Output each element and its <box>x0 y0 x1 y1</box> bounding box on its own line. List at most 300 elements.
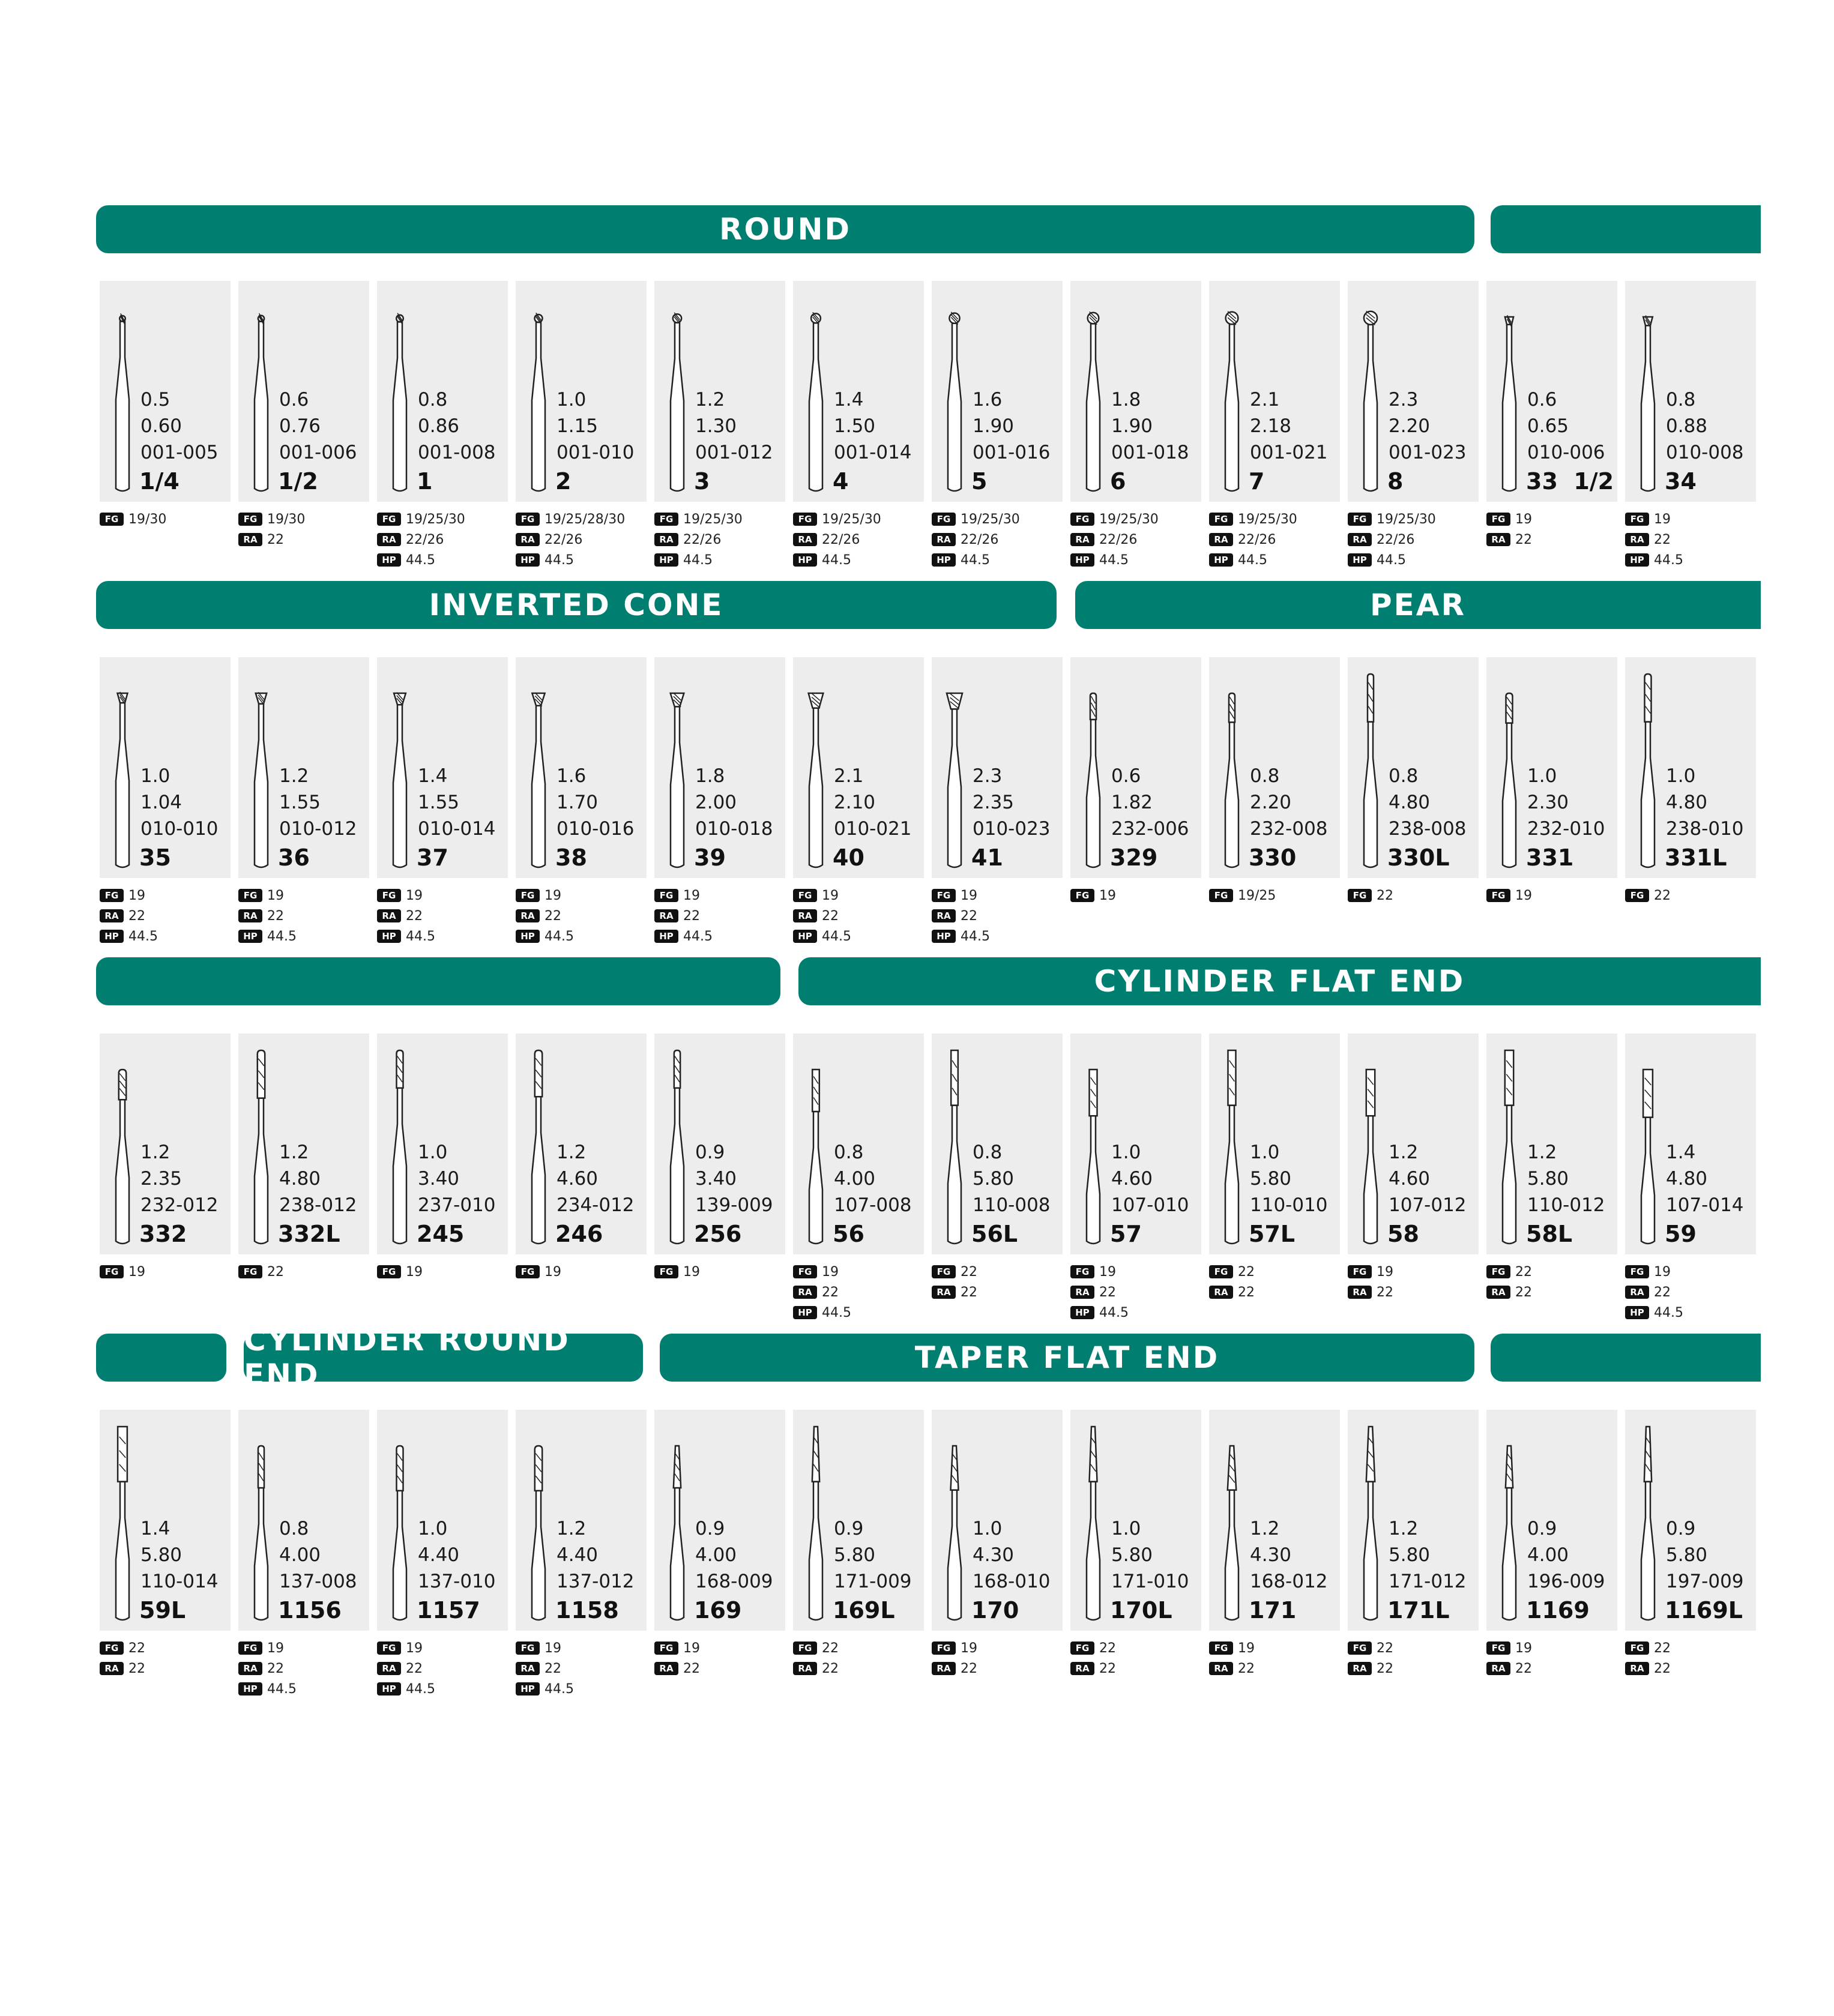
bur-card <box>1070 657 1201 903</box>
bur-drawing <box>1087 1427 1100 1620</box>
shank-row <box>1348 1262 1393 1282</box>
shank-length: 44.5 <box>822 1305 851 1320</box>
bur-dimensions <box>695 1139 773 1218</box>
bur-code: 4 <box>833 468 849 495</box>
bur-dia: 0.8 <box>1250 765 1280 787</box>
shank-row <box>1486 1282 1532 1302</box>
shank-length: 22 <box>1654 1640 1671 1656</box>
shank-list <box>1625 1262 1683 1323</box>
shank-type-badge: RA <box>932 1662 956 1675</box>
bur-card <box>1209 281 1340 568</box>
shank-list <box>1486 1262 1532 1302</box>
bur-len: 4.00 <box>1527 1544 1569 1566</box>
shank-length: 22 <box>1515 1661 1532 1676</box>
bur-iso: 197-009 <box>1666 1571 1744 1592</box>
shank-length: 22 <box>1654 1661 1671 1676</box>
shank-list <box>1070 885 1116 906</box>
bur-dia: 0.8 <box>1389 765 1419 787</box>
shank-length: 22 <box>822 1640 839 1656</box>
shank-list <box>1348 1262 1393 1302</box>
shank-length: 19 <box>267 888 284 903</box>
bur-dimensions <box>1389 1139 1467 1218</box>
shank-type-badge: HP <box>932 930 956 943</box>
bur-code: 332 <box>139 1221 187 1247</box>
shank-list <box>1070 1262 1129 1323</box>
shank-row <box>100 906 158 926</box>
bur-iso: 001-014 <box>834 442 912 463</box>
shank-row <box>1209 1638 1255 1658</box>
shank-type-badge: HP <box>1625 1306 1649 1319</box>
shank-row <box>377 1638 435 1658</box>
bur-card <box>1209 1410 1340 1676</box>
section-band-round: ROUND <box>96 205 1474 253</box>
shank-row <box>238 926 297 946</box>
shank-length: 22 <box>822 1661 839 1676</box>
bur-dia: 0.8 <box>834 1142 864 1163</box>
bur-dimensions <box>1250 763 1328 842</box>
shank-type-badge: FG <box>1625 1641 1649 1655</box>
bur-iso: 001-012 <box>695 442 773 463</box>
shank-type-badge: RA <box>1348 1286 1372 1299</box>
shank-length: 22 <box>267 1264 284 1280</box>
bur-dia: 2.1 <box>834 765 864 787</box>
shank-row <box>654 885 713 906</box>
section-band-round-continued <box>1491 205 1761 253</box>
bur-len: 1.70 <box>557 792 599 813</box>
shank-length: 22 <box>406 908 423 924</box>
bur-drawing <box>393 313 406 491</box>
shank-length: 22 <box>1099 1640 1116 1656</box>
bur-len: 5.80 <box>834 1544 876 1566</box>
shank-length: 44.5 <box>406 552 435 568</box>
bur-dia: 1.0 <box>418 1142 448 1163</box>
bur-card <box>100 1410 231 1676</box>
bur-dia: 0.8 <box>418 389 448 411</box>
bur-len: 4.80 <box>1666 1168 1708 1190</box>
bur-dimensions <box>695 387 773 466</box>
shank-type-badge: RA <box>1486 1662 1510 1675</box>
shank-row <box>1348 529 1436 550</box>
shank-list <box>654 509 743 570</box>
bur-dia: 2.3 <box>973 765 1003 787</box>
shank-row <box>100 1262 145 1282</box>
shank-type-badge: FG <box>1486 1641 1510 1655</box>
shank-length: 22 <box>822 908 839 924</box>
shank-row <box>238 509 305 529</box>
shank-length: 19 <box>544 1640 561 1656</box>
bur-dia: 0.9 <box>1527 1518 1557 1539</box>
bur-iso: 234-012 <box>557 1194 635 1216</box>
bur-iso: 001-018 <box>1111 442 1189 463</box>
shank-length: 19/25/30 <box>961 511 1020 527</box>
shank-row <box>793 550 881 570</box>
shank-length: 19 <box>961 1640 977 1656</box>
bur-dimensions <box>279 763 357 842</box>
bur-drawing <box>532 1050 545 1244</box>
bur-card <box>1348 1034 1479 1300</box>
bur-len: 4.40 <box>557 1544 599 1566</box>
shank-row <box>1625 529 1683 550</box>
bur-dimensions <box>418 387 496 466</box>
bur-len: 2.18 <box>1250 415 1292 437</box>
bur-dimensions <box>1666 1139 1744 1218</box>
bur-card <box>1486 657 1617 903</box>
shank-list <box>793 885 851 946</box>
shank-type-badge: HP <box>1209 553 1233 567</box>
shank-type-badge: RA <box>793 909 817 922</box>
shank-type-badge: RA <box>1070 1286 1094 1299</box>
shank-row <box>516 529 625 550</box>
shank-type-badge: RA <box>1209 1286 1233 1299</box>
shank-row <box>654 550 743 570</box>
bur-iso: 168-012 <box>1250 1571 1328 1592</box>
bur-iso: 232-006 <box>1111 818 1189 840</box>
bur-card <box>1625 1410 1756 1676</box>
bur-card <box>377 281 508 568</box>
shank-length: 22 <box>267 1661 284 1676</box>
shank-type-badge: RA <box>932 533 956 546</box>
shank-row <box>1070 885 1116 906</box>
shank-type-badge: FG <box>1348 1641 1372 1655</box>
bur-iso: 237-010 <box>418 1194 496 1216</box>
shank-length: 22 <box>1238 1264 1255 1280</box>
bur-iso: 171-009 <box>834 1571 912 1592</box>
bur-dimensions <box>279 1139 357 1218</box>
bur-code: 40 <box>833 844 864 871</box>
shank-length: 22 <box>683 908 700 924</box>
shank-type-badge: HP <box>1348 553 1372 567</box>
bur-code: 1158 <box>555 1597 619 1623</box>
shank-row <box>654 906 713 926</box>
bur-dimensions <box>140 1515 219 1595</box>
bur-code: 56L <box>971 1221 1018 1247</box>
shank-type-badge: FG <box>100 1641 124 1655</box>
shank-row <box>100 1658 145 1679</box>
shank-list <box>1348 1638 1393 1679</box>
shank-list <box>238 509 305 550</box>
bur-drawing <box>1225 311 1238 491</box>
shank-row <box>100 926 158 946</box>
shank-row <box>1209 1262 1255 1282</box>
shank-row <box>516 1262 561 1282</box>
shank-type-badge: HP <box>238 1682 262 1696</box>
shank-length: 19 <box>822 1264 839 1280</box>
bur-card <box>1070 1410 1201 1676</box>
shank-row <box>932 1262 977 1282</box>
shank-length: 44.5 <box>267 928 297 944</box>
shank-length: 22 <box>822 1284 839 1300</box>
shank-type-badge: RA <box>377 533 401 546</box>
shank-row <box>1348 885 1393 906</box>
bur-card <box>1625 657 1756 903</box>
bur-code: 57L <box>1249 1221 1296 1247</box>
bur-drawing <box>532 1446 545 1620</box>
shank-row <box>516 550 625 570</box>
bur-card <box>932 281 1063 568</box>
bur-drawing <box>1087 1070 1100 1244</box>
shank-list <box>1486 885 1532 906</box>
bur-iso: 001-023 <box>1389 442 1467 463</box>
shank-list <box>1625 885 1671 906</box>
bur-iso: 001-008 <box>418 442 496 463</box>
shank-list <box>100 509 166 529</box>
shank-list <box>793 1638 839 1679</box>
bur-iso: 001-016 <box>973 442 1051 463</box>
shank-list <box>377 1638 435 1699</box>
shank-length: 19 <box>1654 1264 1671 1280</box>
shank-type-badge: RA <box>238 533 262 546</box>
bur-drawing <box>116 1427 129 1620</box>
bur-card <box>1486 281 1617 547</box>
shank-list <box>654 1262 700 1282</box>
shank-row <box>1625 1262 1683 1282</box>
shank-list <box>1209 1262 1255 1302</box>
shank-type-badge: RA <box>654 1662 678 1675</box>
bur-code: 56 <box>833 1221 864 1247</box>
shank-row <box>932 509 1020 529</box>
shank-type-badge: RA <box>377 1662 401 1675</box>
shank-length: 19/25/30 <box>1099 511 1159 527</box>
shank-length: 22/26 <box>1099 532 1138 547</box>
shank-type-badge: FG <box>793 1641 817 1655</box>
shank-row <box>654 529 743 550</box>
bur-iso: 010-006 <box>1527 442 1605 463</box>
shank-length: 19 <box>1238 1640 1255 1656</box>
bur-code: 169L <box>833 1597 895 1623</box>
bur-iso: 010-012 <box>279 818 357 840</box>
shank-row <box>1625 885 1671 906</box>
bur-dia: 1.0 <box>557 389 587 411</box>
shank-length: 22 <box>1377 1284 1393 1300</box>
shank-type-badge: FG <box>516 889 540 902</box>
bur-dia: 1.4 <box>418 765 448 787</box>
shank-type-badge: FG <box>238 889 262 902</box>
shank-type-badge: FG <box>377 1265 401 1278</box>
bur-len: 4.60 <box>1111 1168 1153 1190</box>
bur-len: 4.60 <box>557 1168 599 1190</box>
shank-list <box>1348 509 1436 570</box>
section-band-cylinder-flat-end-continued <box>96 1334 226 1382</box>
bur-drawing <box>116 692 129 867</box>
shank-length: 22 <box>1654 888 1671 903</box>
bur-dia: 1.0 <box>140 765 170 787</box>
shank-type-badge: RA <box>516 533 540 546</box>
bur-dimensions <box>695 763 773 842</box>
shank-type-badge: FG <box>932 1265 956 1278</box>
bur-iso: 010-014 <box>418 818 496 840</box>
bur-len: 2.35 <box>973 792 1015 813</box>
shank-list <box>654 1638 700 1679</box>
shank-row <box>932 550 1020 570</box>
bur-drawing <box>1087 693 1100 867</box>
bur-dimensions <box>834 1515 912 1595</box>
shank-type-badge: HP <box>793 1306 817 1319</box>
shank-list <box>516 1638 574 1699</box>
bur-code: 33 1/2 <box>1526 468 1614 495</box>
shank-row <box>1070 1638 1116 1658</box>
bur-len: 5.80 <box>1389 1544 1431 1566</box>
shank-length: 44.5 <box>267 1681 297 1697</box>
bur-len: 2.35 <box>140 1168 182 1190</box>
bur-code: 2 <box>555 468 572 495</box>
bur-len: 1.15 <box>557 415 599 437</box>
bur-code: 1 <box>417 468 433 495</box>
shank-row <box>1486 1262 1532 1282</box>
bur-card <box>238 1034 369 1280</box>
shank-type-badge: RA <box>100 1662 124 1675</box>
bur-iso: 107-014 <box>1666 1194 1744 1216</box>
bur-iso: 232-010 <box>1527 818 1605 840</box>
bur-code: 330 <box>1249 844 1297 871</box>
shank-type-badge: RA <box>1070 533 1094 546</box>
shank-length: 22 <box>1238 1661 1255 1676</box>
shank-row <box>1625 1658 1671 1679</box>
bur-card <box>932 1034 1063 1300</box>
shank-type-badge: RA <box>1348 1662 1372 1675</box>
shank-row <box>377 926 435 946</box>
shank-list <box>100 1262 145 1282</box>
bur-len: 5.80 <box>1111 1544 1153 1566</box>
shank-row <box>1070 550 1159 570</box>
shank-type-badge: RA <box>793 1662 817 1675</box>
bur-len: 2.30 <box>1527 792 1569 813</box>
bur-len: 1.55 <box>418 792 460 813</box>
shank-type-badge: RA <box>238 909 262 922</box>
shank-row <box>516 926 574 946</box>
bur-iso: 010-018 <box>695 818 773 840</box>
shank-row <box>238 1658 297 1679</box>
shank-type-badge: HP <box>1625 553 1649 567</box>
shank-length: 22 <box>544 908 561 924</box>
bur-code: 332L <box>278 1221 340 1247</box>
bur-dia: 1.6 <box>557 765 587 787</box>
bur-code: 169 <box>694 1597 742 1623</box>
shank-length: 19/25/30 <box>406 511 465 527</box>
shank-type-badge: FG <box>1348 1265 1372 1278</box>
shank-length: 44.5 <box>822 928 851 944</box>
shank-row <box>100 509 166 529</box>
shank-row <box>793 1638 839 1658</box>
shank-type-badge: FG <box>1070 1265 1094 1278</box>
bur-code: 331L <box>1665 844 1727 871</box>
shank-row <box>377 906 435 926</box>
bur-len: 1.90 <box>973 415 1015 437</box>
bur-dia: 1.2 <box>140 1142 170 1163</box>
shank-row <box>377 1262 423 1282</box>
shank-length: 22 <box>128 1640 145 1656</box>
bur-drawing <box>116 1070 129 1244</box>
shank-row <box>1486 529 1532 550</box>
shank-row <box>793 529 881 550</box>
shank-length: 44.5 <box>1099 552 1129 568</box>
shank-row <box>654 1638 700 1658</box>
bur-card <box>654 1034 785 1280</box>
bur-code: 36 <box>278 844 310 871</box>
shank-length: 22 <box>961 908 977 924</box>
shank-type-badge: RA <box>1486 533 1510 546</box>
bur-drawing <box>1364 1070 1377 1244</box>
shank-type-badge: FG <box>238 1641 262 1655</box>
shank-list <box>1625 509 1683 570</box>
bur-dimensions <box>1527 763 1605 842</box>
shank-row <box>654 1658 700 1679</box>
shank-row <box>1486 1658 1532 1679</box>
shank-length: 22 <box>1515 1284 1532 1300</box>
shank-row <box>793 885 851 906</box>
shank-row <box>516 1679 574 1699</box>
bur-dia: 0.6 <box>1527 389 1557 411</box>
bur-drawing <box>1364 1427 1377 1620</box>
shank-type-badge: FG <box>1070 889 1094 902</box>
bur-len: 2.20 <box>1389 415 1431 437</box>
shank-row <box>1070 1282 1129 1302</box>
bur-card <box>1625 1034 1756 1320</box>
shank-length: 19 <box>683 1264 700 1280</box>
shank-type-badge: RA <box>1486 1286 1510 1299</box>
bur-code: 58L <box>1526 1221 1573 1247</box>
bur-card <box>1070 281 1201 568</box>
bur-code: 57 <box>1110 1221 1142 1247</box>
shank-row <box>238 885 297 906</box>
bur-iso: 001-006 <box>279 442 357 463</box>
shank-type-badge: HP <box>516 553 540 567</box>
bur-dimensions <box>1389 387 1467 466</box>
shank-row <box>793 1262 851 1282</box>
bur-card <box>1348 1410 1479 1676</box>
bur-card <box>793 1410 924 1676</box>
bur-dimensions <box>279 387 357 466</box>
bur-card <box>654 657 785 944</box>
bur-len: 1.90 <box>1111 415 1153 437</box>
shank-length: 19 <box>267 1640 284 1656</box>
shank-type-badge: FG <box>1625 513 1649 526</box>
bur-drawing <box>1641 674 1655 867</box>
bur-iso: 010-016 <box>557 818 635 840</box>
bur-drawing <box>1225 693 1238 867</box>
bur-len: 1.50 <box>834 415 876 437</box>
bur-drawing <box>1503 315 1516 491</box>
bur-dimensions <box>1527 1515 1605 1595</box>
shank-length: 44.5 <box>1238 552 1267 568</box>
bur-drawing <box>671 693 684 867</box>
shank-length: 19/25/28/30 <box>544 511 626 527</box>
bur-card <box>100 657 231 944</box>
shank-type-badge: FG <box>516 1641 540 1655</box>
shank-type-badge: HP <box>654 930 678 943</box>
shank-list <box>793 1262 851 1323</box>
section-band-cylinder-round-end: CYLINDER ROUND END <box>244 1334 643 1382</box>
bur-dia: 1.0 <box>1666 765 1696 787</box>
bur-dimensions <box>1527 1139 1605 1218</box>
bur-dia: 0.9 <box>695 1518 725 1539</box>
bur-card <box>100 281 231 527</box>
bur-code: 1/4 <box>139 468 179 495</box>
bur-card <box>1625 281 1756 568</box>
shank-row <box>1209 550 1297 570</box>
bur-len: 1.55 <box>279 792 321 813</box>
shank-type-badge: RA <box>1348 533 1372 546</box>
shank-length: 22 <box>1654 532 1671 547</box>
bur-drawing <box>809 1427 822 1620</box>
shank-length: 44.5 <box>406 928 435 944</box>
shank-type-badge: FG <box>654 1641 678 1655</box>
bur-iso: 171-012 <box>1389 1571 1467 1592</box>
shank-row <box>516 1638 574 1658</box>
shank-row <box>377 885 435 906</box>
shank-type-badge: FG <box>932 1641 956 1655</box>
shank-list <box>1209 885 1276 906</box>
shank-length: 19/25/30 <box>683 511 743 527</box>
